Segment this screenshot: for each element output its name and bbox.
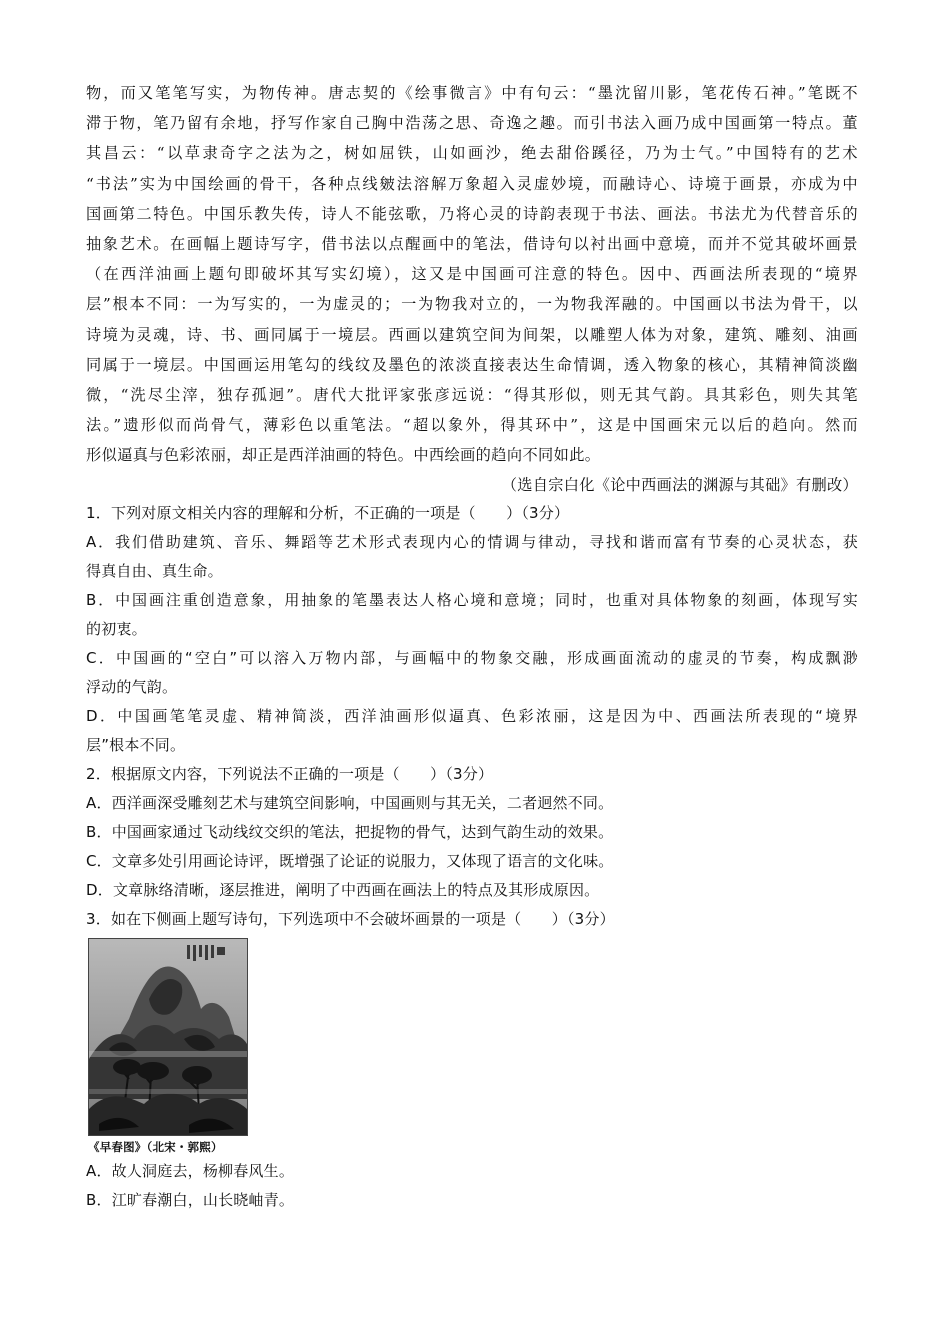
- passage-line: 法。”遗形似而尚骨气，薄彩色以重笔法。“超以象外，得其环中”，这是中国画宋元以后的趋向。然而: [86, 416, 858, 435]
- reading-passage: [86, 78, 858, 471]
- question-2-option-d: D．文章脉络清晰，逐层推进，阐明了中西画在画法上的特点及其形成原因。: [86, 880, 600, 899]
- passage-line: 微，“洗尽尘滓，独存孤迥”。唐代大批评家张彦远说：“得其形似，则无其气韵。具其彩色，则失其笔: [86, 386, 858, 405]
- question-1-option-c-cont: 浮动的气韵。: [86, 677, 178, 696]
- passage-line: “书法”实为中国绘画的骨干，各种点线皴法溶解万象超入灵虚妙境，而融诗心、诗境于画景，亦成为中: [86, 174, 858, 193]
- question-2: [86, 760, 858, 905]
- question-2-option-b: B．中国画家通过飞动线纹交织的笔法，把捉物的骨气，达到气韵生动的效果。: [86, 822, 614, 841]
- question-2-option-c: C．文章多处引用画论诗评，既增强了论证的说服力，又体现了语言的文化味。: [86, 851, 614, 870]
- passage-line: 形似逼真与色彩浓丽，却正是西洋油画的特色。中西绘画的趋向不同如此。: [86, 446, 601, 465]
- question-3-option-a: A．故人洞庭去，杨柳春风生。: [86, 1161, 295, 1180]
- passage-line: 国画第二特色。中国乐教失传，诗人不能弦歌，乃将心灵的诗韵表现于书法、画法。书法尤为代替音乐的: [86, 204, 858, 223]
- question-2-stem: 2．根据原文内容，下列说法不正确的一项是（ ）（3分）: [86, 764, 494, 783]
- question-1-option-c: C．中国画的“空白”可以溶入万物内部，与画幅中的物象交融，形成画面流动的虚灵的节奏，构成飘渺: [86, 648, 858, 667]
- painting-caption: 《早春图》（北宋・郭熙）: [88, 1139, 223, 1154]
- question-1-option-a-cont: 得真自由、真生命。: [86, 561, 223, 580]
- question-1-option-a: A．我们借助建筑、音乐、舞蹈等艺术形式表现内心的情调与律动，寻找和谐而富有节奏的心灵状态，获: [86, 532, 858, 551]
- passage-line: 同属于一境层。中国画运用笔勾的线纹及墨色的浓淡直接表达生命情调，透入物象的核心，其精神简淡幽: [86, 355, 858, 374]
- exam-page: [86, 78, 858, 1215]
- passage-line: 其昌云：“以草隶奇字之法为之，树如屈铁，山如画沙，绝去甜俗蹊径，乃为士气。”中国特有的艺术: [86, 144, 858, 163]
- question-1-option-b-cont: 的初衷。: [86, 619, 147, 638]
- question-1-option-d-cont: 层”根本不同。: [86, 735, 186, 754]
- passage-line: 滞于物，笔乃留有余地，抒写作家自己胸中浩荡之思、奇逸之趣。而引书法入画乃成中国画第一特点。董: [86, 114, 858, 133]
- question-1-stem: 1．下列对原文相关内容的理解和分析，不正确的一项是（ ）（3分）: [86, 503, 570, 522]
- question-3-stem: 3．如在下侧画上题写诗句，下列选项中不会破坏画景的一项是（ ）（3分）: [86, 909, 615, 928]
- painting-figure: [88, 938, 250, 1157]
- question-1: [86, 499, 858, 760]
- passage-line: （在西洋油画上题句即破坏其写实幻境），这又是中国画可注意的特色。因中、西画法所表现的“境界: [86, 265, 858, 284]
- question-2-option-a: A．西洋画深受雕刻艺术与建筑空间影响，中国画则与其无关，二者迥然不同。: [86, 793, 614, 812]
- question-3-option-b: B．江旷春潮白，山长晓岫青。: [86, 1190, 295, 1209]
- question-1-option-b: B．中国画注重创造意象，用抽象的笔墨表达人格心境和意境；同时，也重对具体物象的刻画，体现写实: [86, 590, 858, 609]
- passage-line: 抽象艺术。在画幅上题诗写字，借书法以点醒画中的笔法，借诗句以衬出画中意境，而并不觉其破坏画景: [86, 235, 858, 254]
- passage-line: 诗境为灵魂，诗、书、画同属于一境层。西画以建筑空间为间架，以雕塑人体为对象，建筑、雕刻、油画: [86, 325, 858, 344]
- passage-line: 层”根本不同：一为写实的，一为虚灵的；一为物我对立的，一为物我浑融的。中国画以书法为骨干，以: [86, 295, 858, 314]
- passage-line: 物，而又笔笔写实，为物传神。唐志契的《绘事微言》中有句云：“墨沈留川影，笔花传石神。”笔既不: [86, 84, 858, 102]
- early-spring-painting-image: [88, 938, 248, 1136]
- question-3: [86, 905, 858, 1215]
- passage-source: （选自宗白化《论中西画法的渊源与其础》有删改）: [501, 475, 858, 494]
- question-1-option-d: D．中国画笔笔灵虚、精神简淡，西洋油画形似逼真、色彩浓丽，这是因为中、西画法所表现的“境界: [86, 706, 858, 725]
